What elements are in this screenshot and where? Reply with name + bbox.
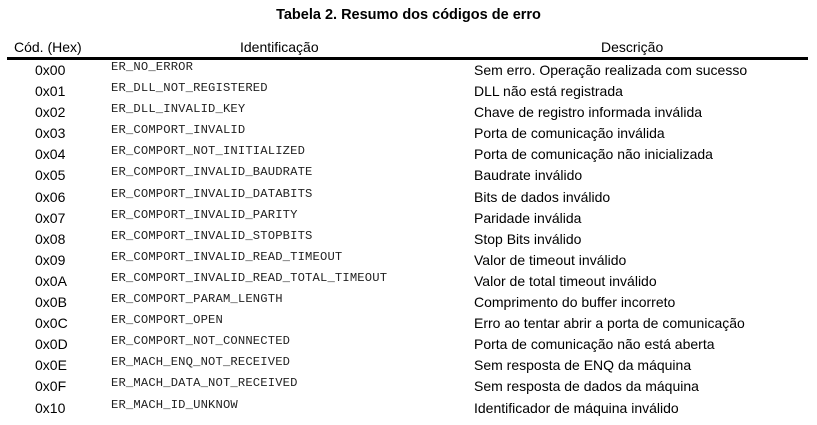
- table-row: [0, 398, 817, 419]
- error-identifier-cell: ER_COMPORT_NOT_CONNECTED: [111, 334, 291, 349]
- error-identifier-cell: ER_COMPORT_INVALID_READ_TIMEOUT: [111, 249, 343, 264]
- error-identifier-cell: ER_DLL_INVALID_KEY: [111, 102, 246, 117]
- error-description-cell: Paridade inválida: [474, 209, 582, 226]
- error-identifier-cell: ER_COMPORT_INVALID_BAUDRATE: [111, 165, 313, 180]
- error-description-cell: Baudrate inválido: [474, 167, 583, 184]
- error-description-cell: Erro ao tentar abrir a porta de comunicação: [474, 315, 745, 332]
- error-code-cell: 0x0C: [35, 315, 68, 332]
- error-code-cell: 0x0E: [35, 357, 67, 374]
- error-description-cell: Porta de comunicação não está aberta: [474, 336, 715, 353]
- error-code-cell: 0x0D: [35, 336, 68, 353]
- error-description-cell: Comprimento do buffer incorreto: [474, 294, 676, 311]
- error-code-cell: 0x0B: [35, 294, 67, 311]
- error-code-cell: 0x01: [35, 83, 66, 100]
- error-code-cell: 0x00: [35, 62, 66, 78]
- error-identifier-cell: ER_MACH_ENQ_NOT_RECEIVED: [111, 355, 291, 370]
- error-description-cell: Stop Bits inválido: [474, 230, 582, 247]
- error-code-cell: 0x0F: [35, 378, 67, 395]
- error-identifier-cell: ER_COMPORT_PARAM_LENGTH: [111, 292, 283, 307]
- table-header: [0, 37, 817, 57]
- error-code-cell: 0x10: [35, 399, 66, 416]
- column-header-description: Descrição: [601, 39, 664, 55]
- error-description-cell: Porta de comunicação não inicializada: [474, 146, 713, 163]
- error-identifier-cell: ER_MACH_DATA_NOT_RECEIVED: [111, 376, 298, 391]
- error-description-cell: Bits de dados inválido: [474, 188, 611, 205]
- error-identifier-cell: ER_COMPORT_INVALID_STOPBITS: [111, 228, 313, 243]
- error-identifier-cell: ER_COMPORT_NOT_INITIALIZED: [111, 144, 306, 159]
- error-description-cell: Sem resposta de ENQ da máquina: [474, 357, 692, 374]
- error-description-cell: DLL não está registrada: [474, 83, 623, 100]
- error-code-cell: 0x09: [35, 251, 66, 268]
- error-code-cell: 0x08: [35, 230, 66, 247]
- error-description-cell: Valor de timeout inválido: [474, 251, 627, 268]
- error-description-cell: Valor de total timeout inválido: [474, 272, 657, 289]
- error-code-cell: 0x05: [35, 167, 66, 184]
- error-description-cell: Chave de registro informada inválida: [474, 104, 703, 121]
- error-code-cell: 0x07: [35, 209, 66, 226]
- error-identifier-cell: ER_COMPORT_INVALID_PARITY: [111, 207, 298, 222]
- error-description-cell: Identificador de máquina inválido: [474, 399, 679, 416]
- error-identifier-cell: ER_COMPORT_INVALID: [111, 123, 246, 138]
- table-caption: Tabela 2. Resumo dos códigos de erro: [276, 7, 541, 23]
- column-header-code: Cód. (Hex): [14, 39, 82, 55]
- error-identifier-cell: ER_COMPORT_OPEN: [111, 313, 223, 328]
- error-identifier-cell: ER_MACH_ID_UNKNOW: [111, 397, 238, 412]
- error-identifier-cell: ER_COMPORT_INVALID_READ_TOTAL_TIMEOUT: [111, 270, 388, 285]
- error-code-cell: 0x03: [35, 125, 66, 142]
- error-code-cell: 0x0A: [35, 272, 67, 289]
- error-description-cell: Sem resposta de dados da máquina: [474, 378, 699, 395]
- column-header-identification: Identificação: [240, 39, 319, 55]
- table-body: [0, 60, 817, 419]
- error-code-cell: 0x06: [35, 188, 66, 205]
- error-identifier-cell: ER_DLL_NOT_REGISTERED: [111, 81, 268, 96]
- error-description-cell: Sem erro. Operação realizada com sucesso: [474, 62, 748, 78]
- error-identifier-cell: ER_NO_ERROR: [111, 60, 194, 74]
- error-code-cell: 0x02: [35, 104, 66, 121]
- error-description-cell: Porta de comunicação inválida: [474, 125, 665, 142]
- error-identifier-cell: ER_COMPORT_INVALID_DATABITS: [111, 186, 313, 201]
- error-code-cell: 0x04: [35, 146, 66, 163]
